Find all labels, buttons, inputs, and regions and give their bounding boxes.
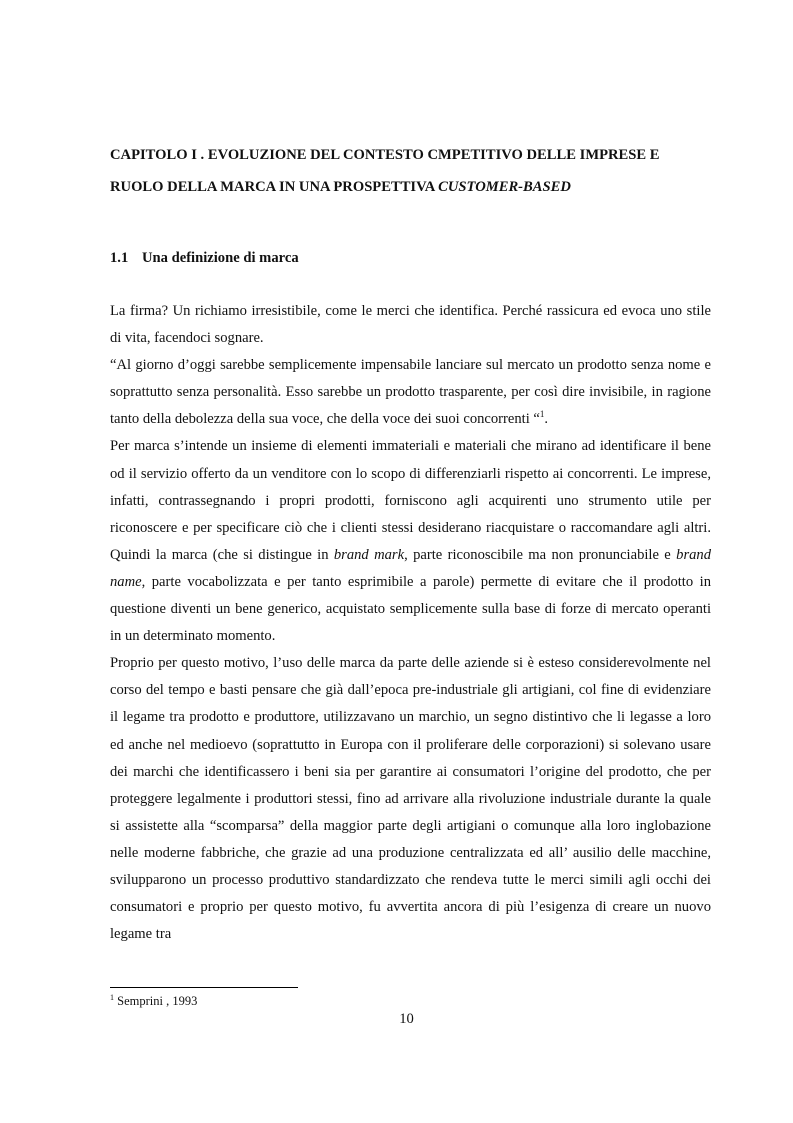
footnote-text: Semprini , 1993 <box>114 994 198 1008</box>
paragraph-4: Proprio per questo motivo, l’uso delle marca da parte delle aziende si è esteso considerevolmente nel corso del tempo e basti pensare che già dall’epoca pre-industriale gli artigiani, col fine di evidenziare il legame tra prodotto e produttore, utilizzavano un marchio, un segno distintivo che li legasse a loro ed anche nel medioevo (soprattutto in Europa con il proliferare delle corporazioni) si solevano usare dei marchi che identificassero i beni sia per garantire ai consumatori l’origine del prodotto, che per proteggere legalmente i produttori stessi, fino ad arrivare alla rivoluzione industriale durante la quale si assistette alla “scomparsa” della maggior parte degli artigiani o comunque alla loro inglobazione nelle moderne fabbriche, che grazie ad una produzione centralizzata ed all’ ausilio delle macchine, svilupparono un processo produttivo standardizzato che rendeva tutte le merci simili agli occhi dei consumatori e proprio per questo motivo, fu avvertita ancora di più l’esigenza di creare un nuovo legame tra <box>110 655 711 943</box>
paragraph-1: La firma? Un richiamo irresistibile, come le merci che identifica. Perché rassicura ed evoca uno stile di vita, facendoci sognare. <box>110 303 711 347</box>
chapter-title-line1: CAPITOLO I . EVOLUZIONE DEL CONTESTO CMPETITIVO DELLE IMPRESE E <box>110 147 660 163</box>
section-number: 1.1 <box>110 250 129 266</box>
page-number: 10 <box>399 1011 414 1027</box>
body-text <box>110 298 711 948</box>
section-title: Una definizione di marca <box>142 250 299 266</box>
footnote-separator <box>110 987 298 988</box>
paragraph-3 <box>110 433 711 650</box>
chapter-title-line2: RUOLO DELLA MARCA IN UNA PROSPETTIVA <box>110 179 439 195</box>
brand-mark-term: brand mark <box>333 546 405 563</box>
footnote <box>110 994 197 1009</box>
quote-text: “Al giorno d’oggi sarebbe semplicemente impensabile lanciare sul mercato un prodotto senza nome e soprattutto senza personalità. Esso sarebbe un prodotto trasparente, per così dire invisibile, in ragione tanto della debolezza della sua voce, che della voce dei suoi concorrenti “ <box>110 357 711 428</box>
chapter-title-italic: CUSTOMER-BASED <box>438 179 571 195</box>
paragraph-2 <box>110 352 711 433</box>
chapter-title <box>110 139 710 203</box>
quote-end: . <box>544 411 549 428</box>
paragraph-3-part-c: , parte vocabolizzata e per tanto esprimibile a parole) permette di evitare che il prodotto in questione diventi un bene generico, acquistato semplicemente sulla base di forze di mercato operanti in un determinato momento. <box>110 573 711 645</box>
footnote-reference: 1 <box>539 409 545 420</box>
brand-name-term: brand name <box>110 546 712 590</box>
paragraph-3-part-b: , parte riconoscibile ma non pronunciabile e <box>404 546 677 563</box>
footnote-number: 1 <box>110 992 114 1002</box>
section-heading <box>110 247 299 269</box>
paragraph-3-part-a: Per marca s’intende un insieme di elementi immateriali e materiali che mirano ad identificare il bene od il servizio offerto da un venditore con lo scopo di differenziarli rispetto ai concorrenti. Le imprese, infatti, contrassegnando i propri prodotti, forniscono agli acquirenti uno strumento utile per riconoscere e per specificare ciò che i clienti stessi desiderano riacquistare o raccomandare agli altri. Quindi la marca (che si distingue in <box>110 438 711 563</box>
